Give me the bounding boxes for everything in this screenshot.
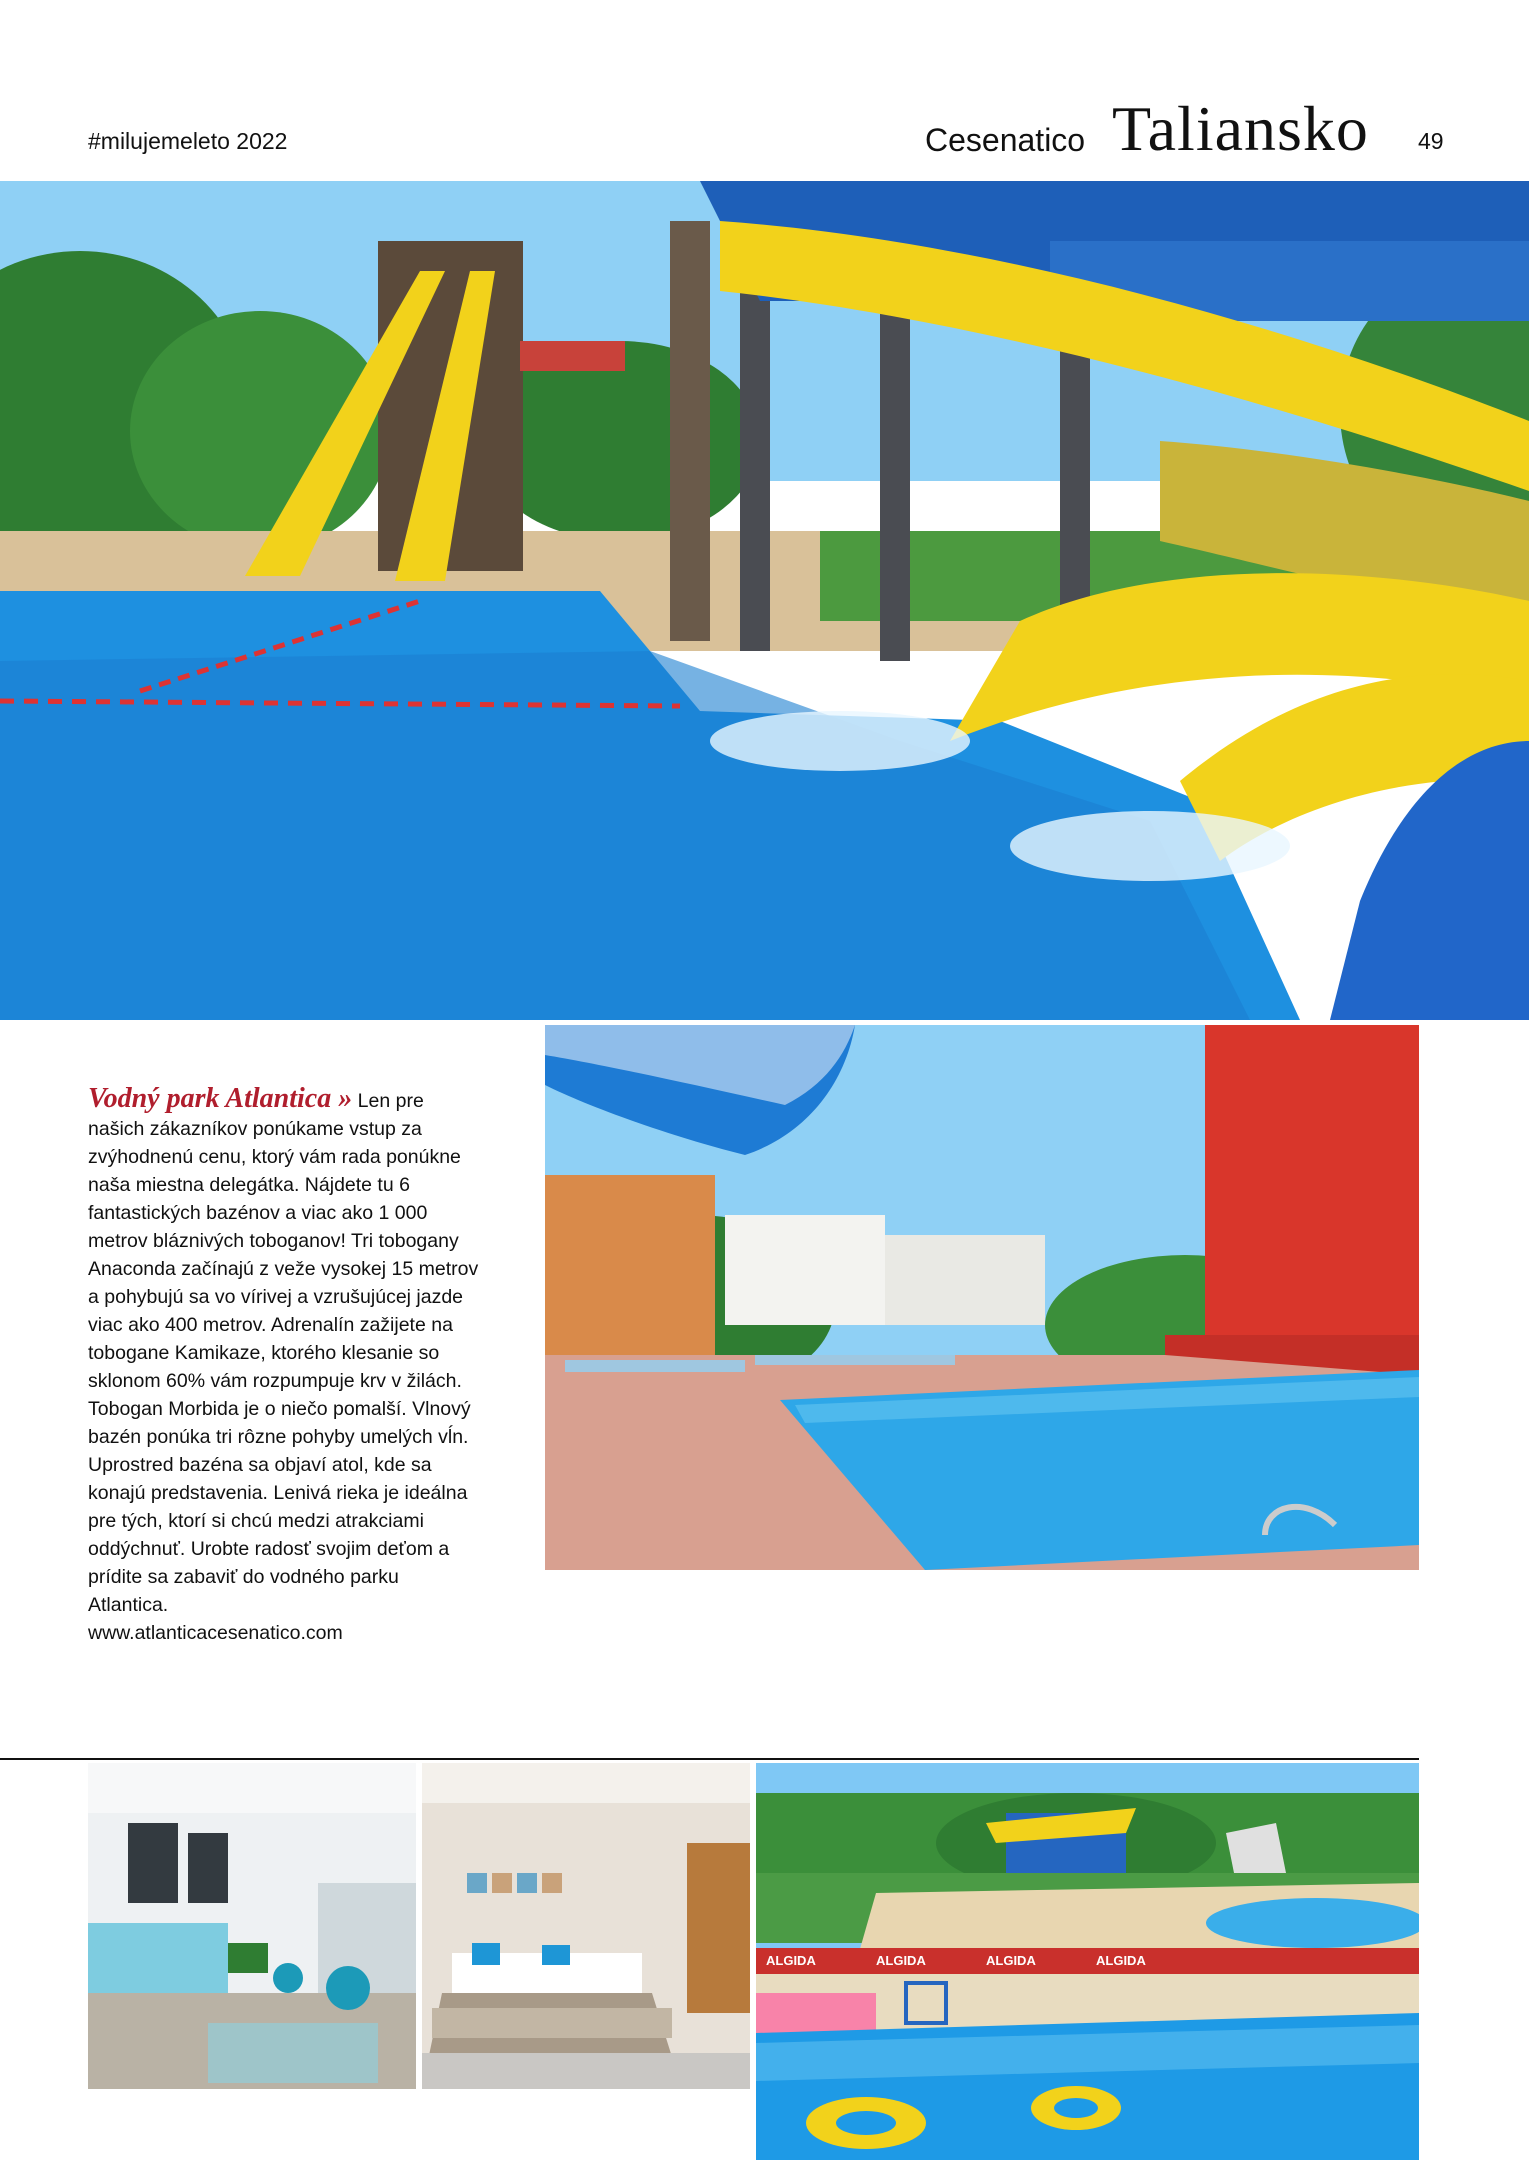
banner-label-3: ALGIDA [986, 1953, 1036, 1968]
country-title: Taliansko [1112, 93, 1369, 164]
page-number: 49 [1418, 128, 1444, 154]
hashtag-label: #milujemeleto 2022 [88, 128, 288, 154]
hotel-pool-photo [545, 1025, 1419, 1570]
waterpark-slides-photo [0, 181, 1529, 1020]
waterpark-aerial-photo [756, 1763, 1419, 2160]
article-block [88, 1085, 480, 1647]
section-divider [0, 1758, 1419, 1760]
article-body: Len pre našich zákazníkov ponúkame vstup za zvýhodnenú cenu, ktorý vám rada ponúkne naša miestna delegátka. Nájdete tu 6 fantastických bazénov a viac ako 1 000 metrov bláznivých toboganov! Tri tobogany Anaconda začínajú z veže vysokej 15 metrov a pohybujú sa vo vírivej a vzrušujúcej jazde viac ako 400 metrov. Adrenalín zažijete na tobogane Kamikaze, ktorého klesanie so sklonom 60% vám rozpumpuje krv v žilách. Tobogan Morbida je o niečo pomalší. Vlnový bazén ponúka tri rôzne pohyby umelých vĺn. Uprostred bazéna sa objaví atol, kde sa konajú predstavenia. Lenivá rieka je ideálna pre tých, ktorí si chcú medzi atrakciami oddýchnuť. Urobte radosť svojim deťom a prídite sa zabaviť do vodného parku Atlantica. [88, 1090, 479, 1616]
hotel-bedroom-photo [422, 1763, 750, 2089]
article-headline: Vodný park Atlantica » [88, 1083, 353, 1114]
hotel-lobby-photo [88, 1763, 416, 2089]
article-url[interactable]: www.atlanticacesenatico.com [88, 1622, 343, 1644]
banner-label-4: ALGIDA [1096, 1953, 1146, 1968]
city-name: Cesenatico [925, 122, 1086, 158]
banner-label-2: ALGIDA [876, 1953, 926, 1968]
banner-label-1: ALGIDA [766, 1953, 816, 1968]
